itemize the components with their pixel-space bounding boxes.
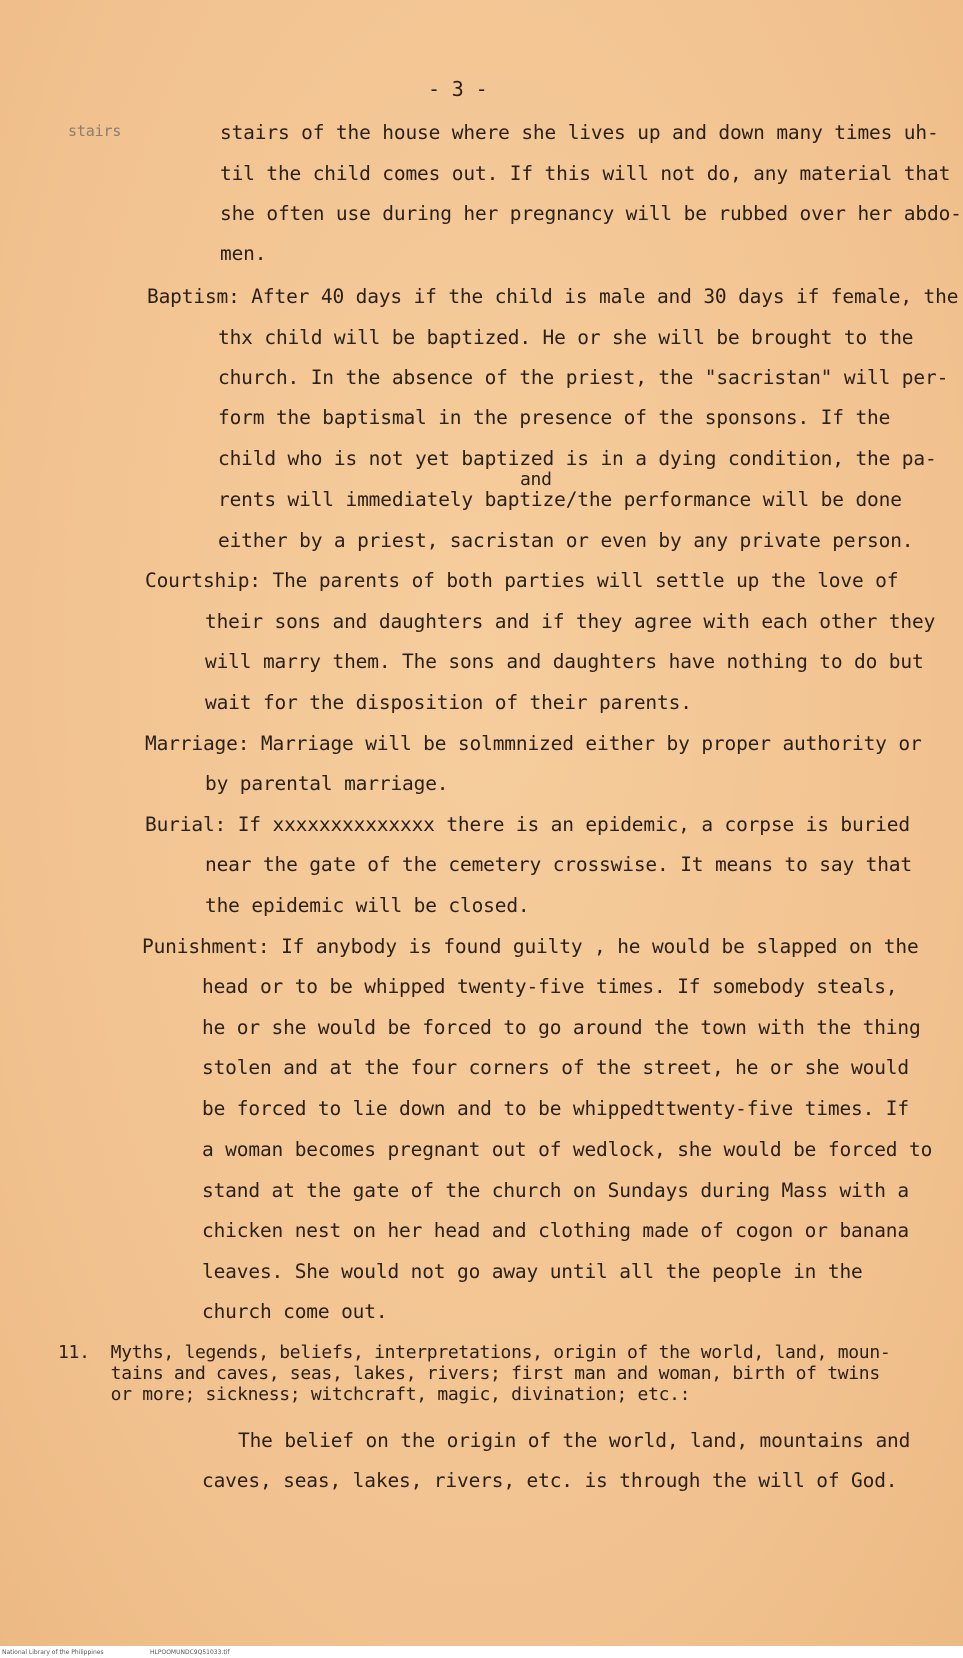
text-line: form the baptismal in the presence of the sponsons. If the xyxy=(218,406,891,429)
text-line: their sons and daughters and if they agree with each other they xyxy=(205,610,936,633)
text-line: by parental marriage. xyxy=(205,772,449,795)
scan-footer xyxy=(0,1646,963,1658)
text-line: leaves. She would not go away until all the people in the xyxy=(202,1260,863,1283)
text-line: wait for the disposition of their parents. xyxy=(205,691,692,714)
text-line: near the gate of the cemetery crosswise. It means to say that xyxy=(205,853,912,876)
footer-source: National Library of the Philippines xyxy=(2,1649,104,1656)
text-line: men. xyxy=(220,242,267,265)
section-heading: tains and caves, seas, lakes, rivers; first man and woman, birth of twins xyxy=(58,1363,880,1384)
text-line: either by a priest, sacristan or even by any private person. xyxy=(218,529,914,552)
text-line: rents will immediately baptize/the performance will be done xyxy=(218,488,902,511)
text-line: church come out. xyxy=(202,1300,388,1323)
text-line: will marry them. The sons and daughters have nothing to do but xyxy=(205,650,924,673)
text-line: Burial: If xxxxxxxxxxxxxx there is an epidemic, a corpse is buried xyxy=(145,813,910,836)
text-line: be forced to lie down and to be whippedttwenty-five times. If xyxy=(202,1097,909,1120)
text-line: child who is not yet baptized is in a dying condition, the pa- xyxy=(218,447,937,470)
text-line: caves, seas, lakes, rivers, etc. is through the will of God. xyxy=(202,1469,898,1492)
section-heading: or more; sickness; witchcraft, magic, divination; etc.: xyxy=(58,1384,691,1405)
text-line: he or she would be forced to go around the town with the thing xyxy=(202,1016,921,1039)
text-line: Marriage: Marriage will be solmmnized either by proper authority or xyxy=(145,732,922,755)
page-number: - 3 - xyxy=(428,77,488,101)
text-line: Baptism: After 40 days if the child is male and 30 days if female, the xyxy=(147,285,959,308)
text-line: Courtship: The parents of both parties will settle up the love of xyxy=(145,569,899,592)
text-line: a woman becomes pregnant out of wedlock, she would be forced to xyxy=(202,1138,933,1161)
text-line: The belief on the origin of the world, land, mountains and xyxy=(238,1429,911,1452)
footer-filename: HLPOOMUNDC9Q51033.tif xyxy=(150,1649,230,1656)
text-line: church. In the absence of the priest, the "sacristan" will per- xyxy=(218,366,949,389)
text-line: til the child comes out. If this will not do, any material that xyxy=(220,162,951,185)
interlinear-insert: and xyxy=(520,469,552,490)
text-line: thx child will be baptized. He or she will be brought to the xyxy=(218,326,914,349)
text-line: head or to be whipped twenty-five times. If somebody steals, xyxy=(202,975,898,998)
text-line: she often use during her pregnancy will be rubbed over her abdo- xyxy=(220,202,962,225)
text-line: chicken nest on her head and clothing made of cogon or banana xyxy=(202,1219,909,1242)
text-line: stairs of the house where she lives up and down many times uh- xyxy=(220,121,939,144)
text-line: stand at the gate of the church on Sundays during Mass with a xyxy=(202,1179,909,1202)
text-line: Punishment: If anybody is found guilty , he would be slapped on the xyxy=(142,935,919,958)
text-line: stolen and at the four corners of the street, he or she would xyxy=(202,1056,909,1079)
margin-note: stairs xyxy=(68,122,122,140)
section-heading: 11. Myths, legends, beliefs, interpretations, origin of the world, land, moun- xyxy=(58,1342,891,1363)
text-line: the epidemic will be closed. xyxy=(205,894,530,917)
